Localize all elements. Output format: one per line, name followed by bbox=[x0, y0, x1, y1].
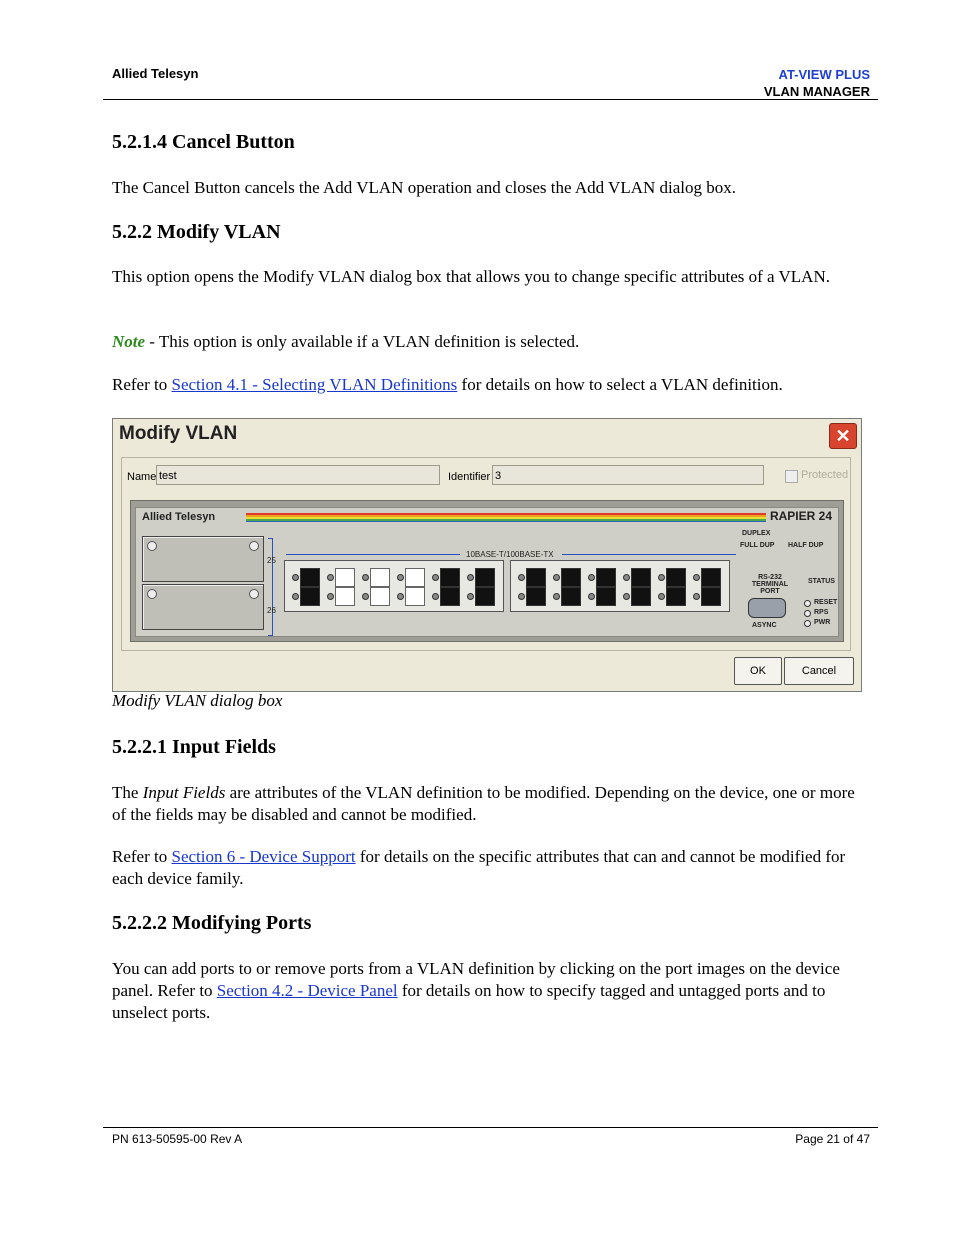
expansion-slot-25[interactable] bbox=[142, 536, 264, 582]
port-led-icon bbox=[588, 593, 595, 600]
port-led-icon bbox=[693, 593, 700, 600]
port-led-icon bbox=[553, 593, 560, 600]
heading-modify-vlan: 5.2.2 Modify VLAN bbox=[112, 221, 281, 243]
footer-page-number: Page 21 of 47 bbox=[795, 1132, 870, 1146]
switch-port[interactable] bbox=[370, 568, 390, 587]
link-selecting-vlan-definitions[interactable]: Section 4.1 - Selecting VLAN Definitions bbox=[171, 375, 458, 394]
cancel-button[interactable]: Cancel bbox=[784, 657, 854, 685]
port-led-icon bbox=[623, 574, 630, 581]
screw-icon bbox=[249, 589, 259, 599]
refer-post: for details on how to select a VLAN definition. bbox=[457, 375, 783, 394]
screw-icon bbox=[147, 589, 157, 599]
port-led-icon bbox=[362, 574, 369, 581]
port-led-icon bbox=[432, 574, 439, 581]
text-pre: You can add ports to or remove ports from a VLAN definition by clicking on the port images on the device panel. Refer to bbox=[112, 959, 840, 1000]
text-pre: The bbox=[112, 783, 143, 802]
port-led-icon bbox=[467, 574, 474, 581]
note-label: Note bbox=[112, 332, 146, 351]
status-led-pwr bbox=[804, 620, 811, 627]
switch-port[interactable] bbox=[666, 568, 686, 587]
header-product-block bbox=[764, 66, 870, 100]
port-led-icon bbox=[397, 593, 404, 600]
slot-number-26: 26 bbox=[267, 606, 276, 615]
switch-port[interactable] bbox=[631, 587, 651, 606]
port-led-icon bbox=[362, 593, 369, 600]
switch-port[interactable] bbox=[405, 587, 425, 606]
switch-port[interactable] bbox=[596, 568, 616, 587]
paragraph-cancel-button: The Cancel Button cancels the Add VLAN operation and closes the Add VLAN dialog box. bbox=[112, 178, 736, 197]
heading-input-fields: 5.2.2.1 Input Fields bbox=[112, 736, 276, 758]
port-led-icon bbox=[467, 593, 474, 600]
switch-port[interactable] bbox=[475, 568, 495, 587]
header-product: AT-VIEW PLUS bbox=[778, 67, 870, 82]
switch-port[interactable] bbox=[701, 587, 721, 606]
port-led-icon bbox=[327, 574, 334, 581]
half-dup-label: HALF DUP bbox=[788, 542, 824, 549]
paragraph-modify-vlan: This option opens the Modify VLAN dialog box that allows you to change specific attributes of a VLAN. bbox=[112, 267, 830, 286]
paragraph-modifying-ports bbox=[112, 958, 872, 1024]
switch-port[interactable] bbox=[335, 568, 355, 587]
note-paragraph bbox=[112, 331, 872, 353]
figure-caption: Modify VLAN dialog box bbox=[112, 691, 283, 710]
slot-bracket bbox=[268, 538, 273, 636]
group-line bbox=[286, 554, 460, 555]
port-led-icon bbox=[658, 574, 665, 581]
color-stripes bbox=[246, 513, 766, 522]
status-led-rps bbox=[804, 610, 811, 617]
heading-modifying-ports: 5.2.2.2 Modifying Ports bbox=[112, 912, 312, 934]
status-reset-label: RESET bbox=[814, 599, 838, 606]
footer-divider bbox=[103, 1127, 878, 1128]
duplex-label: DUPLEX bbox=[742, 530, 771, 537]
refer-pre: Refer to bbox=[112, 847, 172, 866]
port-led-icon bbox=[518, 593, 525, 600]
port-led-icon bbox=[327, 593, 334, 600]
link-device-support[interactable]: Section 6 - Device Support bbox=[171, 847, 356, 866]
protected-label: Protected bbox=[801, 469, 849, 481]
paragraph-input-fields bbox=[112, 782, 872, 826]
port-led-icon bbox=[553, 574, 560, 581]
refer-post: for details on the specific attributes that can and cannot be modified for each device family. bbox=[112, 847, 846, 888]
port-led-icon bbox=[623, 593, 630, 600]
modify-vlan-dialog bbox=[112, 418, 862, 692]
status-pwr-label: PWR bbox=[814, 619, 831, 626]
switch-port[interactable] bbox=[405, 568, 425, 587]
dialog-panel bbox=[121, 457, 851, 651]
screw-icon bbox=[249, 541, 259, 551]
switch-port[interactable] bbox=[561, 568, 581, 587]
header-module: VLAN MANAGER bbox=[763, 84, 870, 99]
switch-port[interactable] bbox=[561, 587, 581, 606]
switch-port[interactable] bbox=[631, 568, 651, 587]
port-led-icon bbox=[518, 574, 525, 581]
identifier-label: Identifier bbox=[448, 471, 491, 483]
protected-checkbox[interactable] bbox=[785, 470, 798, 483]
ok-button[interactable]: OK bbox=[734, 657, 782, 685]
footer-part-number: PN 613-50595-00 Rev A bbox=[112, 1132, 243, 1146]
status-rps-label: RPS bbox=[814, 609, 829, 616]
text-post: for details on how to specify tagged and untagged ports and to unselect ports. bbox=[112, 981, 826, 1022]
expansion-slot-26[interactable] bbox=[142, 584, 264, 630]
status-led-reset bbox=[804, 600, 811, 607]
port-led-icon bbox=[693, 574, 700, 581]
text-post: are attributes of the VLAN definition to be modified. Depending on the device, one or more of the fields may be disabled and cannot be modified. bbox=[112, 783, 855, 824]
dialog-title: Modify VLAN bbox=[119, 423, 238, 444]
port-group-label: 10BASE-T/100BASE-TX bbox=[466, 550, 554, 559]
switch-port[interactable] bbox=[300, 587, 320, 606]
switch-port[interactable] bbox=[596, 587, 616, 606]
switch-port[interactable] bbox=[370, 587, 390, 606]
close-icon[interactable]: ✕ bbox=[829, 423, 857, 449]
switch-port[interactable] bbox=[666, 587, 686, 606]
port-led-icon bbox=[397, 574, 404, 581]
rs232-label: RS-232 TERMINAL PORT bbox=[751, 574, 789, 595]
group-line bbox=[562, 554, 736, 555]
switch-port[interactable] bbox=[475, 587, 495, 606]
device-brand: Allied Telesyn bbox=[142, 511, 216, 523]
rs232-port-icon bbox=[748, 598, 786, 618]
note-text: - This option is only available if a VLAN definition is selected. bbox=[145, 332, 580, 351]
switch-port[interactable] bbox=[526, 568, 546, 587]
header-company: Allied Telesyn bbox=[112, 66, 199, 81]
port-led-icon bbox=[292, 574, 299, 581]
screw-icon bbox=[147, 541, 157, 551]
switch-port[interactable] bbox=[701, 568, 721, 587]
full-dup-label: FULL DUP bbox=[740, 542, 775, 549]
port-led-icon bbox=[588, 574, 595, 581]
link-device-panel[interactable]: Section 4.2 - Device Panel bbox=[216, 981, 398, 1000]
refer-pre: Refer to bbox=[112, 375, 172, 394]
name-label: Name bbox=[127, 471, 157, 483]
heading-cancel-button: 5.2.1.4 Cancel Button bbox=[112, 131, 295, 153]
name-input[interactable]: test bbox=[156, 465, 440, 485]
switch-port[interactable] bbox=[526, 587, 546, 606]
text-input-fields-em: Input Fields bbox=[142, 783, 226, 802]
device-faceplate bbox=[135, 507, 839, 637]
header-divider bbox=[103, 99, 878, 100]
status-label: STATUS bbox=[808, 578, 835, 585]
slot-number-25: 25 bbox=[267, 556, 276, 565]
switch-port[interactable] bbox=[440, 587, 460, 606]
port-led-icon bbox=[432, 593, 439, 600]
device-panel bbox=[130, 500, 844, 642]
port-led-icon bbox=[658, 593, 665, 600]
identifier-input[interactable]: 3 bbox=[492, 465, 764, 485]
async-label: ASYNC bbox=[752, 622, 777, 629]
port-led-icon bbox=[292, 593, 299, 600]
switch-port[interactable] bbox=[335, 587, 355, 606]
refer-paragraph-device-support bbox=[112, 846, 872, 890]
device-model: RAPIER 24 bbox=[769, 509, 832, 523]
refer-paragraph-modify bbox=[112, 374, 872, 396]
switch-port[interactable] bbox=[300, 568, 320, 587]
switch-port[interactable] bbox=[440, 568, 460, 587]
